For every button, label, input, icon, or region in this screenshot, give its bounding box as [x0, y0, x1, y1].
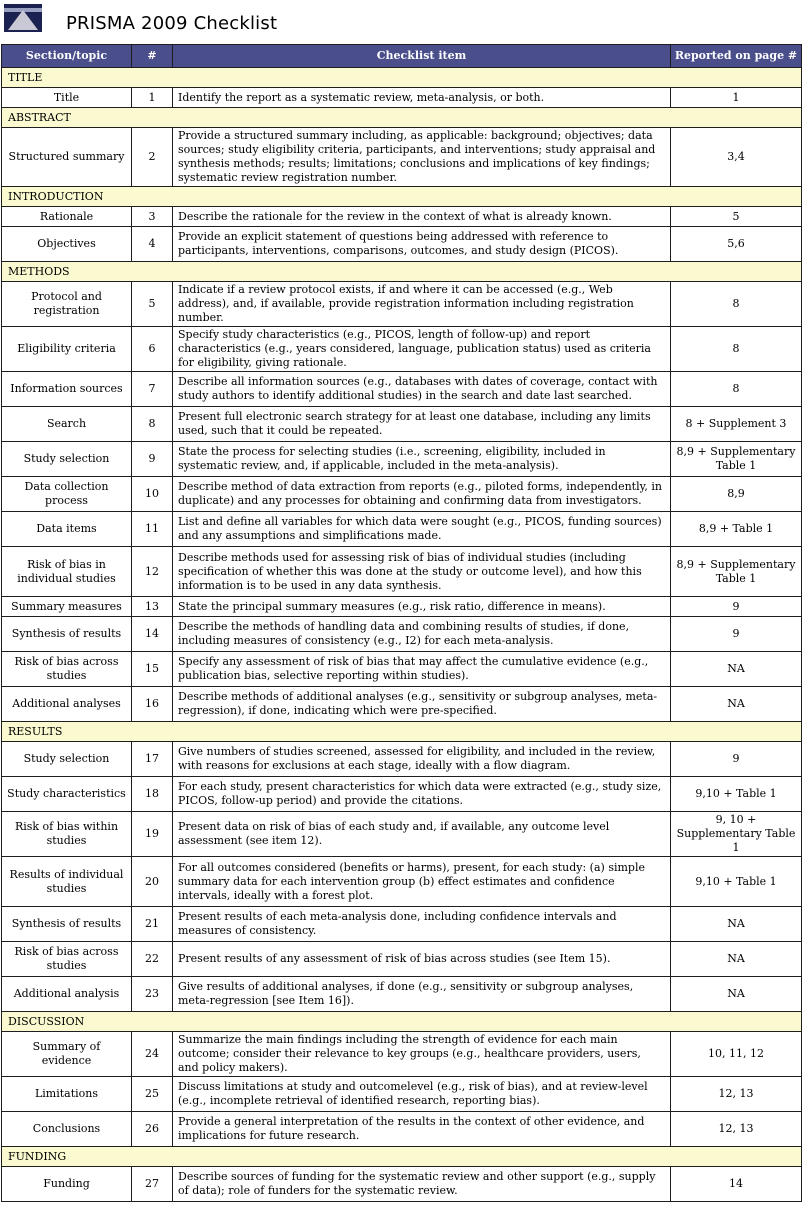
prisma-logo-icon — [4, 4, 42, 32]
item-number: 19 — [132, 812, 173, 857]
page-reference: 10, 11, 12 — [671, 1032, 802, 1077]
page-reference: 8,9 + Table 1 — [671, 512, 802, 547]
table-row — [2, 407, 802, 442]
item-number: 12 — [132, 547, 173, 597]
item-description: State the principal summary measures (e.g., risk ratio, difference in means). — [173, 597, 671, 617]
section-row — [2, 68, 802, 88]
table-row — [2, 282, 802, 327]
topic-cell: Funding — [2, 1167, 132, 1202]
item-number: 27 — [132, 1167, 173, 1202]
table-row — [2, 687, 802, 722]
item-description: Describe method of data extraction from reports (e.g., piloted forms, independently, in duplicate) and any processes for obtaining and confirming data from investigators. — [173, 477, 671, 512]
topic-cell: Risk of bias across studies — [2, 942, 132, 977]
item-number: 18 — [132, 777, 173, 812]
item-number: 6 — [132, 327, 173, 372]
table-row — [2, 512, 802, 547]
item-description: Present full electronic search strategy for at least one database, including any limits used, such that it could be repeated. — [173, 407, 671, 442]
page-title: PRISMA 2009 Checklist — [66, 13, 278, 34]
table-header-row — [2, 45, 802, 68]
topic-cell: Study selection — [2, 742, 132, 777]
item-number: 22 — [132, 942, 173, 977]
item-number: 25 — [132, 1077, 173, 1112]
page-reference: 9 — [671, 597, 802, 617]
item-description: For each study, present characteristics for which data were extracted (e.g., study size, PICOS, follow-up period) and provide the citations. — [173, 777, 671, 812]
item-number: 15 — [132, 652, 173, 687]
item-number: 26 — [132, 1112, 173, 1147]
item-number: 17 — [132, 742, 173, 777]
page-reference: 1 — [671, 88, 802, 108]
table-row — [2, 547, 802, 597]
table-row — [2, 227, 802, 262]
item-number: 23 — [132, 977, 173, 1012]
page-reference: NA — [671, 977, 802, 1012]
page-reference: 8,9 — [671, 477, 802, 512]
column-header-section: Section/topic — [2, 45, 132, 68]
table-row — [2, 88, 802, 108]
topic-cell: Data collection process — [2, 477, 132, 512]
page-reference: NA — [671, 942, 802, 977]
topic-cell: Synthesis of results — [2, 617, 132, 652]
table-row — [2, 1167, 802, 1202]
item-number: 11 — [132, 512, 173, 547]
page-reference: 12, 13 — [671, 1112, 802, 1147]
topic-cell: Title — [2, 88, 132, 108]
item-description: Indicate if a review protocol exists, if and where it can be accessed (e.g., Web address), and, if available, provide registration information including registration number. — [173, 282, 671, 327]
topic-cell: Synthesis of results — [2, 907, 132, 942]
topic-cell: Additional analysis — [2, 977, 132, 1012]
section-row — [2, 187, 802, 207]
item-description: Describe the methods of handling data and combining results of studies, if done, including measures of consistency (e.g., I2) for each meta-analysis. — [173, 617, 671, 652]
item-description: Specify any assessment of risk of bias that may affect the cumulative evidence (e.g., publication bias, selective reporting within studies). — [173, 652, 671, 687]
item-number: 8 — [132, 407, 173, 442]
topic-cell: Additional analyses — [2, 687, 132, 722]
item-number: 4 — [132, 227, 173, 262]
topic-cell: Risk of bias within studies — [2, 812, 132, 857]
section-label: METHODS — [2, 262, 802, 282]
item-description: Provide an explicit statement of questions being addressed with reference to participants, interventions, comparisons, outcomes, and study design (PICOS). — [173, 227, 671, 262]
item-description: Present results of each meta-analysis done, including confidence intervals and measures of consistency. — [173, 907, 671, 942]
item-number: 7 — [132, 372, 173, 407]
page-reference: 8 + Supplement 3 — [671, 407, 802, 442]
item-description: Describe all information sources (e.g., databases with dates of coverage, contact with study authors to identify additional studies) in the search and date last searched. — [173, 372, 671, 407]
item-description: List and define all variables for which data were sought (e.g., PICOS, funding sources) and any assumptions and simplifications made. — [173, 512, 671, 547]
table-row — [2, 742, 802, 777]
topic-cell: Information sources — [2, 372, 132, 407]
topic-cell: Search — [2, 407, 132, 442]
document-header — [0, 0, 802, 44]
page-reference: 8,9 + Supplementary Table 1 — [671, 442, 802, 477]
table-row — [2, 597, 802, 617]
item-number: 13 — [132, 597, 173, 617]
item-number: 14 — [132, 617, 173, 652]
item-description: Provide a structured summary including, as applicable: background; objectives; data sources; study eligibility criteria, participants, and interventions; study appraisal and synthesis methods; results; limitations; conclusions and implications of key findings; systematic review registration number. — [173, 128, 671, 187]
topic-cell: Rationale — [2, 207, 132, 227]
item-description: Give results of additional analyses, if done (e.g., sensitivity or subgroup analyses, meta-regression [see Item 16]). — [173, 977, 671, 1012]
page-reference: NA — [671, 652, 802, 687]
table-row — [2, 128, 802, 187]
section-label: FUNDING — [2, 1147, 802, 1167]
topic-cell: Summary measures — [2, 597, 132, 617]
page-reference: 9 — [671, 742, 802, 777]
topic-cell: Conclusions — [2, 1112, 132, 1147]
table-row — [2, 617, 802, 652]
topic-cell: Protocol and registration — [2, 282, 132, 327]
topic-cell: Risk of bias in individual studies — [2, 547, 132, 597]
section-row — [2, 1147, 802, 1167]
item-description: Present data on risk of bias of each study and, if available, any outcome level assessment (see item 12). — [173, 812, 671, 857]
page-reference: NA — [671, 687, 802, 722]
item-description: Identify the report as a systematic review, meta-analysis, or both. — [173, 88, 671, 108]
page-reference: 8 — [671, 282, 802, 327]
item-description: Give numbers of studies screened, assessed for eligibility, and included in the review, with reasons for exclusions at each stage, ideally with a flow diagram. — [173, 742, 671, 777]
checklist-table — [1, 44, 802, 1202]
section-row — [2, 262, 802, 282]
item-description: Present results of any assessment of risk of bias across studies (see Item 15). — [173, 942, 671, 977]
item-description: Describe methods of additional analyses (e.g., sensitivity or subgroup analyses, meta-regression), if done, indicating which were pre-specified. — [173, 687, 671, 722]
table-row — [2, 812, 802, 857]
table-row — [2, 372, 802, 407]
topic-cell: Limitations — [2, 1077, 132, 1112]
item-description: Specify study characteristics (e.g., PICOS, length of follow-up) and report characteristics (e.g., years considered, language, publication status) used as criteria for eligibility, giving rationale. — [173, 327, 671, 372]
page-reference: 9,10 + Table 1 — [671, 857, 802, 907]
item-description: Provide a general interpretation of the results in the context of other evidence, and implications for future research. — [173, 1112, 671, 1147]
table-row — [2, 477, 802, 512]
table-row — [2, 652, 802, 687]
item-number: 16 — [132, 687, 173, 722]
section-row — [2, 722, 802, 742]
section-label: TITLE — [2, 68, 802, 88]
page-reference: 9 — [671, 617, 802, 652]
item-description: Describe the rationale for the review in the context of what is already known. — [173, 207, 671, 227]
item-number: 1 — [132, 88, 173, 108]
table-row — [2, 942, 802, 977]
item-number: 10 — [132, 477, 173, 512]
section-label: RESULTS — [2, 722, 802, 742]
table-row — [2, 857, 802, 907]
topic-cell: Results of individual studies — [2, 857, 132, 907]
section-label: DISCUSSION — [2, 1012, 802, 1032]
item-description: Describe sources of funding for the systematic review and other support (e.g., supply of data); role of funders for the systematic review. — [173, 1167, 671, 1202]
section-row — [2, 108, 802, 128]
item-number: 3 — [132, 207, 173, 227]
page-reference: 9,10 + Table 1 — [671, 777, 802, 812]
table-row — [2, 207, 802, 227]
page-reference: 12, 13 — [671, 1077, 802, 1112]
topic-cell: Risk of bias across studies — [2, 652, 132, 687]
item-number: 5 — [132, 282, 173, 327]
page-reference: NA — [671, 907, 802, 942]
page-reference: 3,4 — [671, 128, 802, 187]
topic-cell: Study characteristics — [2, 777, 132, 812]
item-description: Summarize the main findings including the strength of evidence for each main outcome; consider their relevance to key groups (e.g., healthcare providers, users, and policy makers). — [173, 1032, 671, 1077]
item-number: 9 — [132, 442, 173, 477]
column-header-item: Checklist item — [173, 45, 671, 68]
topic-cell: Data items — [2, 512, 132, 547]
table-row — [2, 1032, 802, 1077]
page-reference: 14 — [671, 1167, 802, 1202]
table-row — [2, 327, 802, 372]
section-row — [2, 1012, 802, 1032]
topic-cell: Eligibility criteria — [2, 327, 132, 372]
page-reference: 8,9 + Supplementary Table 1 — [671, 547, 802, 597]
item-description: For all outcomes considered (benefits or harms), present, for each study: (a) simple summary data for each intervention group (b) effect estimates and confidence intervals, ideally with a forest plot. — [173, 857, 671, 907]
page-reference: 5 — [671, 207, 802, 227]
section-label: INTRODUCTION — [2, 187, 802, 207]
section-label: ABSTRACT — [2, 108, 802, 128]
table-row — [2, 1077, 802, 1112]
item-description: State the process for selecting studies (i.e., screening, eligibility, included in systematic review, and, if applicable, included in the meta-analysis). — [173, 442, 671, 477]
table-row — [2, 1112, 802, 1147]
item-number: 2 — [132, 128, 173, 187]
item-number: 21 — [132, 907, 173, 942]
topic-cell: Objectives — [2, 227, 132, 262]
item-description: Discuss limitations at study and outcomelevel (e.g., risk of bias), and at review-level (e.g., incomplete retrieval of identified research, reporting bias). — [173, 1077, 671, 1112]
column-header-page: Reported on page # — [671, 45, 802, 68]
topic-cell: Study selection — [2, 442, 132, 477]
table-row — [2, 907, 802, 942]
page-reference: 9, 10 + Supplementary Table 1 — [671, 812, 802, 857]
table-row — [2, 977, 802, 1012]
topic-cell: Structured summary — [2, 128, 132, 187]
page-reference: 8 — [671, 372, 802, 407]
page-reference: 8 — [671, 327, 802, 372]
table-row — [2, 777, 802, 812]
table-row — [2, 442, 802, 477]
column-header-number: # — [132, 45, 173, 68]
item-number: 20 — [132, 857, 173, 907]
topic-cell: Summary of evidence — [2, 1032, 132, 1077]
item-number: 24 — [132, 1032, 173, 1077]
item-description: Describe methods used for assessing risk of bias of individual studies (including specification of whether this was done at the study or outcome level), and how this information is to be used in any data synthesis. — [173, 547, 671, 597]
page-reference: 5,6 — [671, 227, 802, 262]
